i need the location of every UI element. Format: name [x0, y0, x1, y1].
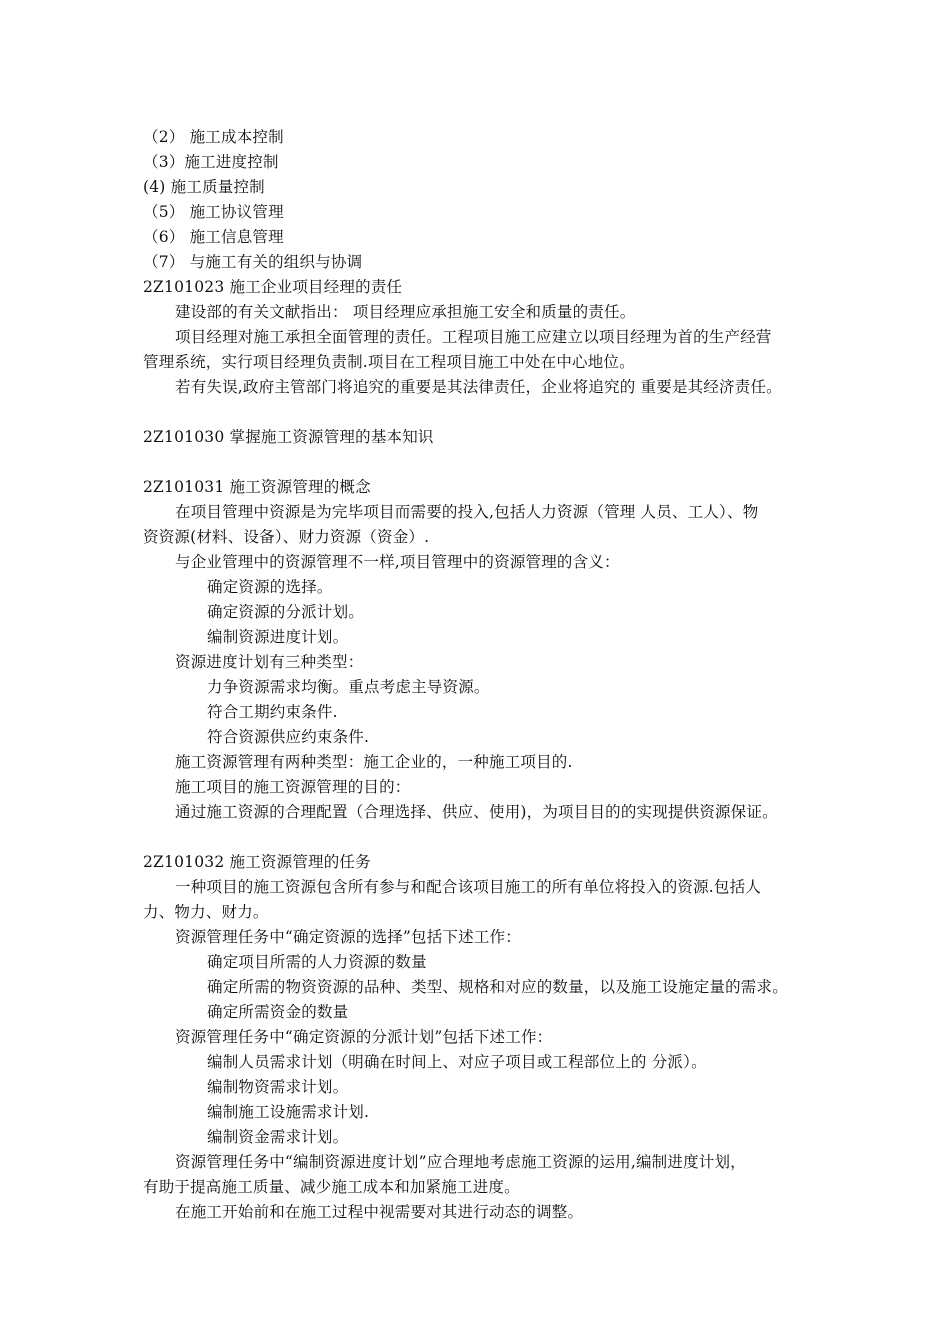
paragraph-line: 资源管理任务中“编制资源进度计划”应合理地考虑施工资源的运用,编制进度计划， — [175, 1153, 746, 1171]
list-item: 编制施工设施需求计划. — [207, 1103, 370, 1121]
list-item: 编制物资需求计划。 — [207, 1078, 349, 1096]
list-item-quality-control: (4) 施工质量控制 — [143, 178, 265, 196]
paragraph-line: 资资源(材料、设备）、财力资源（资金）. — [143, 528, 430, 546]
list-item: 确定项目所需的人力资源的数量 — [207, 953, 427, 971]
list-item-organization-coordination: （7） 与施工有关的组织与协调 — [143, 253, 363, 271]
paragraph-line: 资源管理任务中“确定资源的选择”包括下述工作： — [175, 928, 521, 946]
paragraph-line: 力、物力、财力。 — [143, 903, 269, 921]
list-item-schedule-control: （3）施工进度控制 — [143, 153, 279, 171]
section-heading-2z101031: 2Z101031 施工资源管理的概念 — [143, 478, 371, 496]
section-heading-2z101030: 2Z101030 掌握施工资源管理的基本知识 — [143, 428, 434, 446]
paragraph-line: 有助于提高施工质量、减少施工成本和加紧施工进度。 — [143, 1178, 520, 1196]
list-item-information-management: （6） 施工信息管理 — [143, 228, 284, 246]
list-item: 确定资源的选择。 — [207, 578, 333, 596]
list-item: 确定资源的分派计划。 — [207, 603, 365, 621]
section-heading-2z101023: 2Z101023 施工企业项目经理的责任 — [143, 278, 403, 296]
paragraph-line: 施工项目的施工资源管理的目的： — [175, 778, 411, 796]
paragraph-line: 在施工开始前和在施工过程中视需要对其进行动态的调整。 — [175, 1203, 584, 1221]
list-item: 确定所需的物资资源的品种、类型、规格和对应的数量，以及施工设施定量的需求。 — [207, 978, 788, 996]
list-item-contract-management: （5） 施工协议管理 — [143, 203, 284, 221]
paragraph-line: 资源管理任务中“确定资源的分派计划”包括下述工作： — [175, 1028, 553, 1046]
paragraph-line: 一种项目的施工资源包含所有参与和配合该项目施工的所有单位将投入的资源.包括人 — [175, 878, 762, 896]
section-heading-2z101032: 2Z101032 施工资源管理的任务 — [143, 853, 371, 871]
list-item: 编制资源进度计划。 — [207, 628, 349, 646]
paragraph-line: 资源进度计划有三种类型： — [175, 653, 364, 671]
paragraph-line: 建设部的有关文献指出： 项目经理应承担施工安全和质量的责任。 — [175, 303, 636, 321]
list-item: 力争资源需求均衡。重点考虑主导资源。 — [207, 678, 490, 696]
paragraph-line: 若有失误,政府主管部门将追究的重要是其法律责任，企业将追究的 重要是其经济责任。 — [175, 378, 782, 396]
paragraph-line: 项目经理对施工承担全面管理的责任。工程项目施工应建立以项目经理为首的生产经营 — [175, 328, 772, 346]
list-item: 符合资源供应约束条件. — [207, 728, 370, 746]
list-item: 编制资金需求计划。 — [207, 1128, 349, 1146]
paragraph-line: 通过施工资源的合理配置（合理选择、供应、使用)，为项目目的的实现提供资源保证。 — [175, 803, 778, 821]
paragraph-line: 施工资源管理有两种类型：施工企业的，一种施工项目的. — [175, 753, 573, 771]
list-item: 确定所需资金的数量 — [207, 1003, 349, 1021]
paragraph-line: 管理系统，实行项目经理负责制.项目在工程项目施工中处在中心地位。 — [143, 353, 635, 371]
paragraph-line: 与企业管理中的资源管理不一样,项目管理中的资源管理的含义： — [175, 553, 620, 571]
paragraph-line: 在项目管理中资源是为完毕项目而需要的投入,包括人力资源（管理 人员、工人）、物 — [175, 503, 759, 521]
list-item: 编制人员需求计划（明确在时间上、对应子项目或工程部位上的 分派）。 — [207, 1053, 707, 1071]
list-item-cost-control: （2） 施工成本控制 — [143, 128, 284, 146]
list-item: 符合工期约束条件. — [207, 703, 338, 721]
